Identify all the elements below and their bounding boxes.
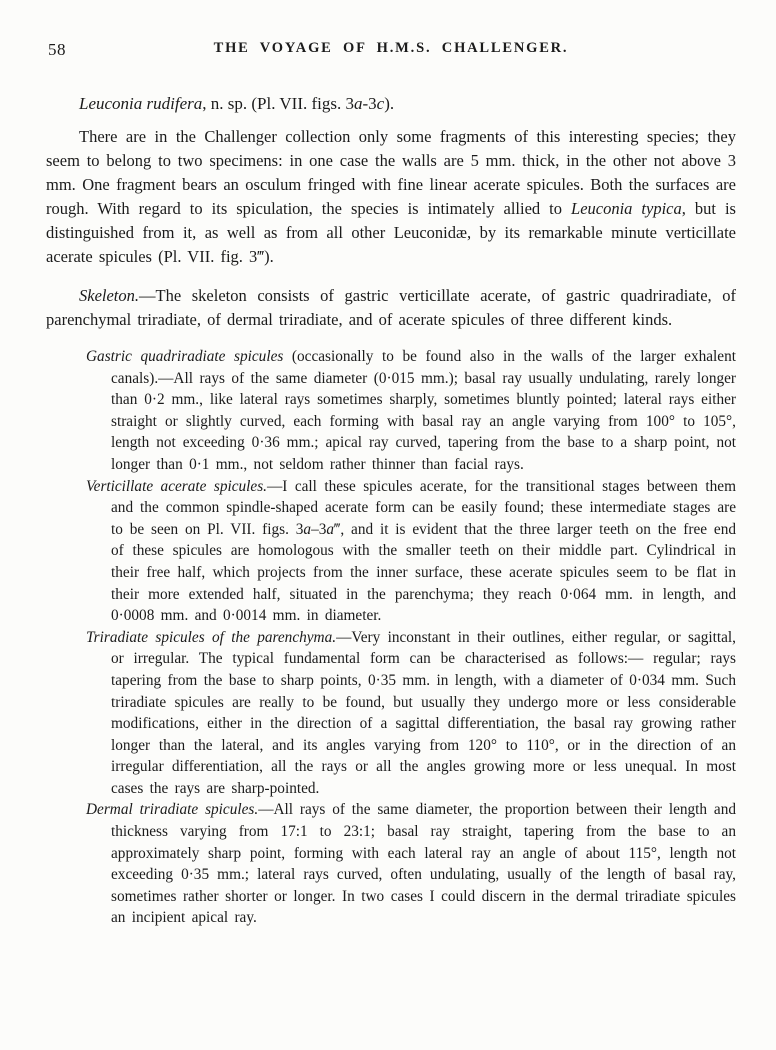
- spicule-para-gastric-quadriradiate: Gastric quadriradiate spicules (occasionally to be found also in the walls of the larger exhalent canals).—All rays of the same diameter (0·015 mm.); basal ray usually undulating, rarely longer than 0·2 mm., like lateral rays sometimes sharply, sometimes bluntly pointed; lateral rays either straight or slightly curved, each forming with basal ray an angle varying from 100° to 105°, length not exceeding 0·36 mm.; apical ray curved, tapering from the base to a sharp point, not longer than 0·1 mm., not seldom rather thinner than facial rays.: [86, 348, 736, 473]
- spicule-descriptions: [86, 346, 736, 929]
- intro-paragraph: There are in the Challenger collection only some fragments of this interesting species; they seem to belong to two specimens: in one case the walls are 5 mm. thick, in the other not above 3 mm. One fragment bears an osculum fringed with fine linear acerate spicules. Both the surfaces are rough. With regard to its spiculation, the species is intimately allied to Leuconia typica, but is distinguished from it, as well as from all other Leuconidæ, by its remarkable minute verticillate acerate spicules (Pl. VII. fig. 3‴).: [46, 127, 736, 266]
- running-head: THE VOYAGE OF H.M.S. CHALLENGER.: [213, 40, 569, 56]
- species-heading: Leuconia rudifera, n. sp. (Pl. VII. figs. 3a-3c).: [79, 94, 395, 113]
- page-number: 58: [48, 40, 66, 59]
- skeleton-paragraph: Skeleton.—The skeleton consists of gastric verticillate acerate, of gastric quadriradiate, of parenchymal triradiate, of dermal triradiate, and of acerate spicules of three different kinds.: [46, 286, 736, 329]
- page-header: [46, 40, 736, 60]
- spicule-para-verticillate-acerate: Verticillate acerate spicules.—I call these spicules acerate, for the transitional stages between them and the common spindle-shaped acerate form can be easily found; these intermediate stages are to be seen on Pl. VII. figs. 3a–3a‴, and it is evident that the three larger teeth on the free end of these spicules are homologous with the smaller teeth on their middle part. Cylindrical in their free half, which projects from the inner surface, these acerate spicules seem to be flat in their more extended half, situated in the parenchyma; they reach 0·064 mm. in length, and 0·0008 mm. and 0·0014 mm. in diameter.: [86, 477, 736, 625]
- spicule-para-triradiate-parenchyma: Triradiate spicules of the parenchyma.—Very inconstant in their outlines, either regular, or sagittal, or irregular. The typical fundamental form can be characterised as follows:— regular; rays tapering from the base to sharp points, 0·35 mm. in length, with a diameter of 0·034 mm. Such triradiate spicules are really to be found, but usually they undergo more or less considerable modifications, either in the direction of a sagittal differentiation, the basal ray growing rather longer than the lateral, and its angles varying from 120° to 110°, or in the direction of an irregular differentiation, all the rays or all the angles growing more or less unequal. In most cases the rays are sharp-pointed.: [86, 628, 736, 797]
- spicule-para-dermal-triradiate: Dermal triradiate spicules.—All rays of the same diameter, the proportion between their length and thickness varying from 17:1 to 23:1; basal ray straight, tapering from the base to an approximately sharp point, forming with each lateral ray an angle of about 115°, length not exceeding 0·35 mm.; lateral rays curved, often undulating, usually of the length of basal ray, sometimes rather shorter or longer. In two cases I could discern in the dermal triradiate spicules an incipient apical ray.: [86, 801, 736, 927]
